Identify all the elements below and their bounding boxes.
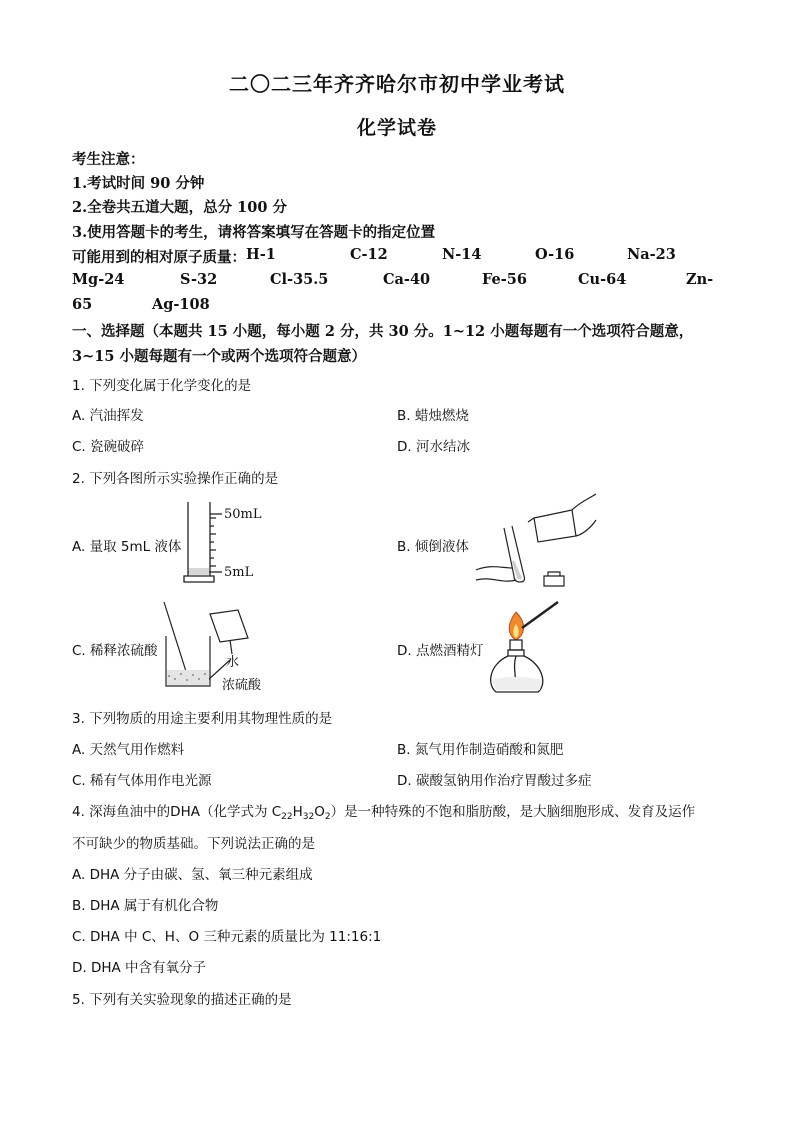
atomic-mass-label: 可能用到的相对原子质量： bbox=[72, 249, 246, 266]
cylinder-bottom-label: 5mL bbox=[224, 565, 254, 580]
option-b: B. 蜡烛燃烧 bbox=[397, 408, 469, 424]
water-label: 水 bbox=[226, 655, 240, 670]
exam-subtitle: 化学试卷 bbox=[356, 117, 437, 139]
question-stem: 3. 下列物质的用途主要利用其物理性质的是 bbox=[72, 711, 333, 727]
acid-label: 浓硫酸 bbox=[222, 678, 262, 693]
option-d: D. 河水结冰 bbox=[397, 439, 470, 455]
note-item: 2.全卷共五道大题，总分 100 分 bbox=[72, 199, 287, 216]
option-b: B. 氮气用作制造硝酸和氮肥 bbox=[397, 742, 564, 758]
atomic-mass: H-1 bbox=[246, 246, 276, 263]
atomic-mass: Zn- bbox=[686, 271, 714, 288]
alcohol-lamp-figure bbox=[482, 598, 572, 698]
question-stem: 2. 下列各图所示实验操作正确的是 bbox=[72, 471, 279, 487]
note-item: 1.考试时间 90 分钟 bbox=[72, 175, 205, 192]
option-c: C. 瓷碗破碎 bbox=[72, 439, 145, 455]
option-b: B. DHA 属于有机化合物 bbox=[72, 898, 219, 914]
cylinder-top-label: 50mL bbox=[224, 507, 262, 522]
atomic-mass: N-14 bbox=[442, 246, 482, 263]
atomic-mass: Ag-108 bbox=[152, 296, 210, 313]
section-heading: 3~15 小题每题有一个或两个选项符合题意） bbox=[72, 348, 366, 365]
option-d: D. DHA 中含有氧分子 bbox=[72, 960, 207, 976]
atomic-mass: C-12 bbox=[350, 246, 388, 263]
section-heading: 一、选择题（本题共 15 小题，每小题 2 分，共 30 分。1~12 小题每题有一个选项符合题意， bbox=[72, 323, 694, 340]
dilution-figure bbox=[160, 600, 280, 695]
option-a: A. 汽油挥发 bbox=[72, 408, 144, 424]
option-a: A. 量取 5mL 液体 bbox=[72, 539, 182, 555]
exam-title: 二〇二三年齐齐哈尔市初中学业考试 bbox=[229, 72, 565, 96]
question-stem: 1. 下列变化属于化学变化的是 bbox=[72, 378, 252, 394]
atomic-mass: 65 bbox=[72, 296, 93, 313]
question-stem: 4. 深海鱼油中的DHA（化学式为 $C_{22}H_{32}O_2$）是一种特殊的不饱和脂肪酸，是大脑细胞形成、发育及运作 bbox=[72, 804, 696, 822]
notes-heading: 考生注意： bbox=[72, 151, 145, 168]
atomic-mass: Ca-40 bbox=[383, 271, 431, 288]
atomic-mass: Na-23 bbox=[627, 246, 676, 263]
option-a: A. DHA 分子由碳、氢、氧三种元素组成 bbox=[72, 867, 313, 883]
atomic-mass: Cl-35.5 bbox=[270, 271, 329, 288]
pouring-liquid-figure bbox=[472, 490, 602, 590]
option-b: B. 倾倒液体 bbox=[397, 539, 469, 555]
question-stem-continued: 不可缺少的物质基础。下列说法正确的是 bbox=[72, 836, 315, 852]
option-d: D. 点燃酒精灯 bbox=[397, 643, 484, 659]
atomic-mass: Fe-56 bbox=[482, 271, 527, 288]
option-c: C. 稀有气体用作电光源 bbox=[72, 773, 212, 789]
graduated-cylinder-figure bbox=[180, 496, 280, 588]
option-d: D. 碳酸氢钠用作治疗胃酸过多症 bbox=[397, 773, 592, 789]
atomic-mass: Cu-64 bbox=[578, 271, 627, 288]
question-stem: 5. 下列有关实验现象的描述正确的是 bbox=[72, 992, 292, 1008]
note-item: 3.使用答题卡的考生，请将答案填写在答题卡的指定位置 bbox=[72, 224, 436, 241]
option-c: C. 稀释浓硫酸 bbox=[72, 643, 158, 659]
option-a: A. 天然气用作燃料 bbox=[72, 742, 185, 758]
option-c: C. DHA 中 C、H、O 三种元素的质量比为 11:16:1 bbox=[72, 929, 382, 945]
atomic-mass: O-16 bbox=[535, 246, 575, 263]
atomic-mass: Mg-24 bbox=[72, 271, 125, 288]
atomic-mass: S-32 bbox=[180, 271, 218, 288]
